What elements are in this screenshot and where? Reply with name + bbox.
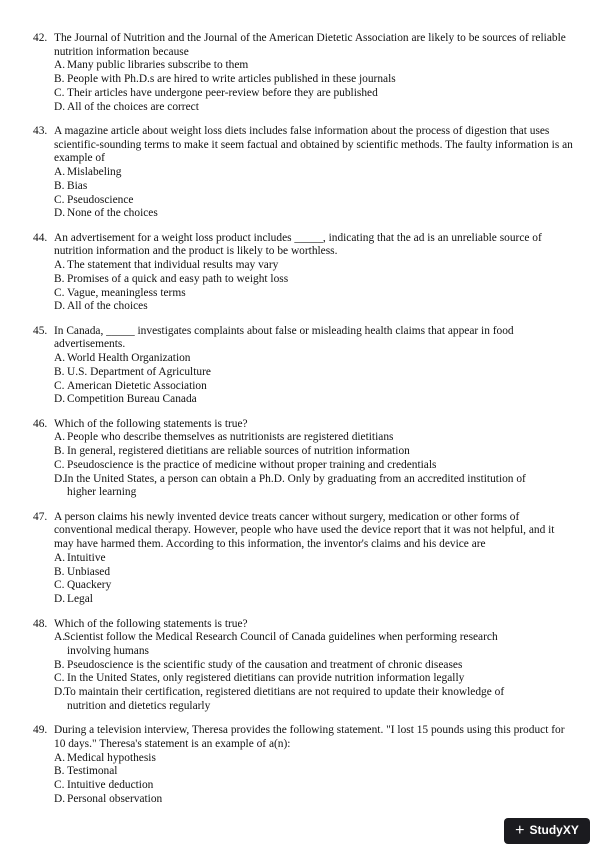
option-letter: D. (54, 393, 66, 406)
answer-option (54, 166, 576, 180)
option-text-continued: nutrition and dietetics regularly (67, 699, 211, 712)
question-46 (0, 418, 612, 500)
option-text: Scientist follow the Medical Research Council of Canada guidelines when performing research (64, 631, 498, 644)
question-number: 45. (33, 324, 48, 337)
question-stem: During a television interview, Theresa provides the following statement. "I lost 15 pounds using this product for 10 days." Theresa's statement is an example of a(n): (54, 724, 565, 750)
answer-option (54, 631, 576, 658)
option-letter: A. (54, 431, 66, 444)
option-text: Medical hypothesis (67, 751, 156, 764)
answer-option (54, 259, 576, 273)
option-letter: B. (54, 658, 65, 671)
question-number: 46. (33, 417, 48, 430)
answer-option (54, 459, 576, 473)
answer-option (54, 473, 576, 500)
question-stem: A magazine article about weight loss diets includes false information about the process of digestion that uses scientific-sounding terms to make it seem factual and obtained by scientific methods. The faulty information is an example of (54, 125, 573, 165)
option-text: Quackery (67, 579, 112, 592)
answer-option (54, 566, 576, 580)
question-stem: An advertisement for a weight loss product includes _____, indicating that the ad is an unreliable source of nutrition information and the product is likely to be worthless. (54, 231, 542, 258)
question-45 (0, 325, 612, 407)
question-stem: The Journal of Nutrition and the Journal of the American Dietetic Association are likely to be sources of reliable nutrition information because (54, 32, 566, 58)
option-letter: D. (54, 300, 66, 313)
option-letter: C. (54, 779, 65, 792)
option-text: Vague, meaningless terms (67, 286, 186, 299)
option-letter: A. (54, 59, 66, 72)
answer-option (54, 101, 576, 115)
option-text: The statement that individual results may vary (67, 259, 279, 272)
answer-option (54, 393, 576, 407)
option-letter: B. (54, 179, 65, 192)
option-letter: A. (54, 631, 66, 644)
question-stem: A person claims his newly invented device treats cancer without surgery, medication or other forms of conventional medical therapy. However, people who have used the device report that it was not helpful, and it may have harmed them. According to this information, the inventor's claims and his device are (54, 510, 555, 551)
answer-option (54, 686, 576, 713)
answer-option (54, 445, 576, 459)
option-letter: A. (54, 166, 66, 179)
option-letter: B. (54, 73, 65, 86)
option-text: Unbiased (67, 565, 111, 578)
question-stem: Which of the following statements is true? (54, 617, 248, 630)
option-letter: B. (54, 765, 65, 778)
option-text: All of the choices are correct (67, 100, 199, 113)
option-letter: D. (54, 100, 66, 113)
question-stem: In Canada, _____ investigates complaints about false or misleading health claims that appear in food advertisements. (54, 324, 514, 351)
answer-option (54, 194, 576, 208)
option-letter: A. (54, 751, 66, 764)
option-text: Pseudoscience (67, 193, 134, 206)
option-text: All of the choices (67, 300, 148, 313)
question-number: 48. (33, 617, 48, 630)
answer-option (54, 352, 576, 366)
logo-text: StudyXY (529, 823, 579, 838)
option-letter: B. (54, 445, 65, 458)
question-43 (0, 125, 612, 221)
option-letter: C. (54, 193, 65, 206)
answer-option (54, 659, 576, 673)
answer-option (54, 552, 576, 566)
answer-option (54, 431, 576, 445)
option-letter: B. (54, 272, 65, 285)
option-text: People who describe themselves as nutritionists are registered dietitians (67, 431, 394, 444)
option-text: Mislabeling (67, 166, 122, 179)
option-letter: C. (54, 286, 65, 299)
option-text: Testimonal (67, 765, 118, 778)
answer-option (54, 593, 576, 607)
question-number: 49. (33, 724, 48, 737)
answer-option (54, 779, 576, 793)
option-letter: D. (54, 472, 66, 485)
answer-option (54, 765, 576, 779)
option-text: Bias (67, 179, 88, 192)
question-number: 42. (33, 32, 48, 44)
question-44 (0, 232, 612, 314)
studyxy-logo[interactable] (504, 818, 590, 844)
option-text: To maintain their certification, registered dietitians are not required to update their knowledge of (64, 686, 505, 699)
answer-option (54, 300, 576, 314)
answer-option (54, 87, 576, 101)
option-text: World Health Organization (67, 352, 191, 365)
answer-option (54, 207, 576, 221)
option-text: U.S. Department of Agriculture (67, 365, 211, 378)
answer-option (54, 380, 576, 394)
option-text: Many public libraries subscribe to them (67, 59, 249, 72)
option-letter: C. (54, 672, 65, 685)
question-stem: Which of the following statements is true? (54, 417, 248, 430)
option-letter: A. (54, 352, 66, 365)
option-letter: B. (54, 365, 65, 378)
option-text: Pseudoscience is the practice of medicine without proper training and credentials (67, 458, 437, 471)
option-text: Legal (67, 593, 93, 605)
answer-option (54, 752, 576, 766)
question-42 (0, 32, 612, 114)
option-letter: C. (54, 86, 65, 99)
option-letter: B. (54, 565, 65, 578)
answer-option (54, 366, 576, 380)
option-text: Competition Bureau Canada (67, 393, 197, 406)
answer-option (54, 73, 576, 87)
question-page (0, 32, 612, 817)
option-text: In the United States, only registered dietitians can provide nutrition information legally (67, 672, 465, 685)
question-48 (0, 618, 612, 714)
option-letter: C. (54, 379, 65, 392)
option-text: Their articles have undergone peer-review before they are published (67, 86, 378, 99)
answer-option (54, 180, 576, 194)
option-text-continued: higher learning (67, 486, 137, 499)
option-text: Pseudoscience is the scientific study of the causation and treatment of chronic diseases (67, 658, 463, 671)
option-letter: C. (54, 458, 65, 471)
answer-option (54, 579, 576, 593)
answer-option (54, 287, 576, 301)
question-number: 47. (33, 510, 48, 523)
option-text: Promises of a quick and easy path to weight loss (67, 272, 289, 285)
option-text: In the United States, a person can obtain a Ph.D. Only by graduating from an accredited institution of (64, 472, 526, 485)
option-letter: D. (54, 686, 66, 699)
answer-option (54, 672, 576, 686)
option-letter: D. (54, 593, 66, 605)
option-letter: C. (54, 579, 65, 592)
option-text: Intuitive deduction (67, 779, 154, 792)
question-49 (0, 724, 612, 806)
option-text-continued: involving humans (67, 644, 149, 657)
option-text: People with Ph.D.s are hired to write articles published in these journals (67, 73, 396, 86)
option-text: In general, registered dietitians are reliable sources of nutrition information (67, 445, 410, 458)
option-letter: D. (54, 792, 66, 805)
answer-option (54, 793, 576, 807)
question-47 (0, 511, 612, 607)
option-letter: A. (54, 259, 66, 272)
answer-option (54, 59, 576, 73)
option-letter: A. (54, 551, 66, 564)
option-text: Intuitive (67, 551, 106, 564)
answer-option (54, 273, 576, 287)
plus-icon: + (515, 822, 525, 839)
option-text: None of the choices (67, 207, 158, 220)
option-text: American Dietetic Association (67, 379, 207, 392)
question-number: 44. (33, 231, 48, 244)
option-text: Personal observation (67, 792, 163, 805)
question-number: 43. (33, 125, 48, 138)
option-letter: D. (54, 207, 66, 220)
